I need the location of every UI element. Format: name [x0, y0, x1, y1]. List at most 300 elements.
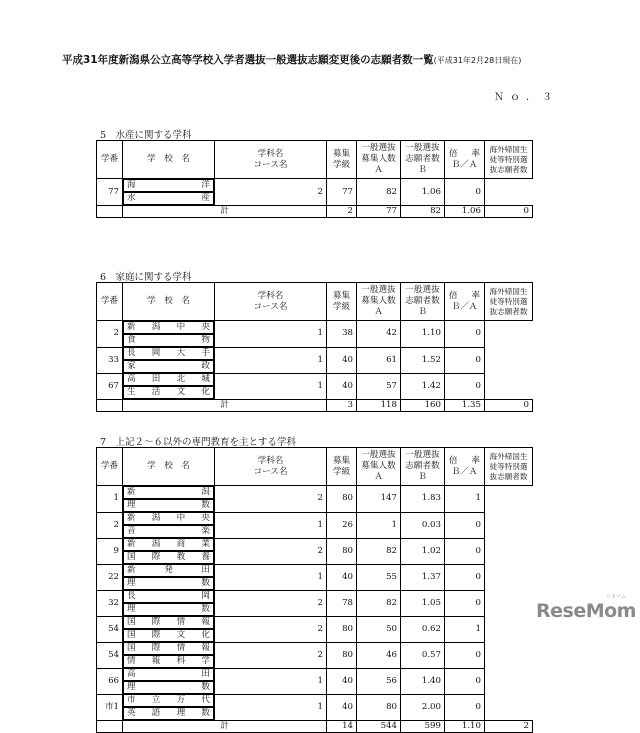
header-rate-top: [447, 291, 482, 302]
cell-rate: 1.10: [401, 321, 445, 348]
course-char: 水: [127, 193, 136, 203]
school-char: 市: [127, 695, 136, 705]
school-char: 手: [201, 348, 210, 358]
header-course: [215, 448, 327, 486]
header-line: 一般選抜: [405, 285, 440, 295]
header-classes: [327, 448, 357, 486]
total-rate: 1.06: [445, 206, 485, 218]
cell-no: 33: [97, 347, 123, 373]
header-line: 学科名: [257, 455, 284, 466]
cell-capacity: 80: [327, 486, 357, 513]
header-row: [97, 448, 533, 486]
cell-capacity: 26: [327, 512, 357, 538]
cell-school: [123, 564, 214, 577]
school-char: 商: [176, 539, 186, 549]
header-line: 抜志願者数: [489, 164, 528, 174]
school-char: 報: [201, 643, 210, 653]
header-line: Ｂ／Ａ: [451, 301, 478, 312]
header-line: 徒等特別選: [489, 296, 528, 306]
cell-applicants: 82: [357, 179, 401, 206]
total-capacity: 544: [357, 721, 401, 733]
header-capacity: [357, 141, 401, 179]
title-note: (平成31年2月28日現在): [433, 56, 522, 65]
header-rate-top: [447, 149, 482, 160]
course-char: 数: [201, 578, 210, 588]
header-line: 募集人数: [361, 461, 396, 471]
cell-course: [123, 192, 214, 205]
cell-foreign: 0: [445, 590, 485, 616]
table-row: [97, 321, 533, 348]
header-line: 募集: [332, 290, 351, 301]
course-char: 際: [151, 630, 161, 640]
table-row: [97, 668, 533, 694]
course-char: 食: [127, 335, 136, 345]
cell-rate: 1.42: [401, 373, 445, 400]
header-line: 一般選抜: [361, 143, 396, 153]
cell-rate: 0.57: [401, 642, 445, 668]
header-classes: [327, 141, 357, 179]
cell-school: [123, 347, 214, 360]
header-line: Ｂ／Ａ: [451, 466, 478, 477]
header-line: 抜志願者数: [489, 471, 528, 481]
cell-no: 67: [97, 373, 123, 400]
total-foreign: 0: [485, 400, 533, 412]
cell-course: [123, 551, 214, 564]
cell-no: 市1: [97, 694, 123, 721]
cell-no: 2: [97, 512, 123, 538]
course-char: 活: [151, 387, 161, 397]
school-char: 潟: [201, 487, 210, 497]
header-line: Ａ: [374, 472, 383, 482]
cell-applicants: 46: [357, 642, 401, 668]
cell-foreign: 1: [445, 616, 485, 642]
cell-capacity: 78: [327, 590, 357, 616]
school-char: 田: [201, 669, 210, 679]
cell-no: 2: [97, 321, 123, 348]
cell-applicants: 57: [357, 373, 401, 400]
cell-no: 54: [97, 642, 123, 668]
table-row: [97, 590, 533, 616]
header-rate-top: [447, 456, 482, 467]
header-line: 一般選抜: [361, 450, 396, 460]
cell-course: [123, 386, 214, 399]
total-classes: 14: [327, 721, 357, 733]
header-line: 倍: [449, 290, 458, 301]
cell-school: [123, 642, 214, 655]
header-line: 倍: [449, 148, 458, 159]
school-char: 高: [127, 374, 136, 384]
cell-capacity: 40: [327, 347, 357, 373]
school-char: 際: [151, 617, 161, 627]
header-row: [97, 283, 533, 321]
header-line: 一般選抜: [361, 285, 396, 295]
cell-course: [123, 334, 214, 347]
header-line: 学科名: [257, 290, 284, 301]
header-line: 募集人数: [361, 296, 396, 306]
header-rate: [445, 141, 485, 179]
header-course: [215, 141, 327, 179]
total-capacity: 77: [357, 206, 401, 218]
cell-classes: 1: [215, 668, 327, 694]
cell-course: [123, 655, 214, 668]
header-line: 学科名: [257, 148, 284, 159]
course-char: 政: [201, 361, 210, 371]
school-char: 長: [127, 591, 136, 601]
school-char: 業: [201, 539, 210, 549]
cell-course: [123, 629, 214, 642]
school-char: 万: [176, 695, 186, 705]
course-char: 情: [127, 656, 136, 666]
cell-course: [123, 603, 214, 616]
header-no: 学番: [97, 283, 123, 321]
course-char: 理: [127, 682, 136, 692]
course-char: 物: [201, 335, 210, 345]
header-line: Ｂ／Ａ: [451, 159, 478, 170]
cell-rate: 1.52: [401, 347, 445, 373]
school-char: 大: [176, 348, 186, 358]
course-char: 生: [127, 387, 136, 397]
course-char: 理: [127, 604, 136, 614]
cell-school: [123, 668, 214, 681]
cell-foreign: 0: [445, 179, 485, 206]
course-char: 数: [201, 708, 210, 718]
school-char: 新: [127, 513, 136, 523]
header-line: 率: [471, 290, 480, 301]
cell-applicants: 82: [357, 590, 401, 616]
school-char: 中: [176, 322, 186, 332]
cell-school: [123, 373, 214, 386]
school-char: 立: [151, 695, 161, 705]
cell-course: [123, 525, 214, 538]
header-line: 率: [471, 148, 480, 159]
cell-course: [123, 707, 214, 720]
school-char: 央: [201, 322, 210, 332]
total-row: [97, 400, 533, 412]
cell-capacity: 80: [327, 642, 357, 668]
total-capacity: 118: [357, 400, 401, 412]
cell-rate: 1.05: [401, 590, 445, 616]
cell-rate: 1.37: [401, 564, 445, 590]
cell-course: [123, 360, 214, 373]
cell-foreign: 0: [445, 694, 485, 721]
table-row: [97, 616, 533, 642]
header-applicants: [401, 283, 445, 321]
cell-rate: 1.40: [401, 668, 445, 694]
header-no: 学番: [97, 141, 123, 179]
header-line: 海外帰国生: [489, 451, 528, 461]
cell-foreign: 0: [445, 347, 485, 373]
course-char: 音: [127, 526, 136, 536]
header-line: コース名: [253, 466, 288, 477]
header-line: 募集: [332, 148, 351, 159]
cell-rate: 2.00: [401, 694, 445, 721]
header-school: 学 校 名: [123, 141, 215, 179]
header-classes: [327, 283, 357, 321]
total-label: 計: [123, 721, 327, 733]
data-table: [96, 447, 533, 733]
total-applicants: 599: [401, 721, 445, 733]
cell-classes: 2: [215, 179, 327, 206]
cell-school: [123, 321, 214, 334]
table-row: [97, 179, 533, 206]
total-label: 計: [123, 400, 327, 412]
header-line: Ｂ: [418, 472, 427, 482]
cell-course: [123, 681, 214, 694]
header-line: 一般選抜: [405, 143, 440, 153]
school-char: 報: [201, 617, 210, 627]
total-row: [97, 721, 533, 733]
cell-capacity: 38: [327, 321, 357, 348]
header-line: 徒等特別選: [489, 154, 528, 164]
course-char: 際: [151, 552, 161, 562]
section-heading: 6 家庭に関する学科: [100, 272, 192, 283]
section-heading: 7 上記２～６以外の専門教育を主とする学科: [100, 437, 297, 448]
course-char: 楽: [201, 526, 210, 536]
school-char: 発: [164, 565, 173, 575]
school-char: 新: [127, 539, 136, 549]
cell-classes: 1: [215, 512, 327, 538]
cell-applicants: 42: [357, 321, 401, 348]
cell-applicants: 147: [357, 486, 401, 513]
header-line: 志願者数: [405, 461, 440, 471]
header-line: 学級: [332, 301, 351, 312]
course-char: 数: [201, 604, 210, 614]
header-line: 学級: [332, 159, 351, 170]
school-char: 田: [201, 565, 210, 575]
course-char: 化: [201, 387, 210, 397]
header-line: 学級: [332, 466, 351, 477]
cell-applicants: 56: [357, 668, 401, 694]
header-school: 学 校 名: [123, 448, 215, 486]
course-char: 文: [176, 630, 186, 640]
header-line: 志願者数: [405, 154, 440, 164]
table-row: [97, 538, 533, 564]
header-course: [215, 283, 327, 321]
cell-no: 32: [97, 590, 123, 616]
cell-course: [123, 499, 214, 512]
total-foreign: 0: [485, 206, 533, 218]
table-row: [97, 512, 533, 538]
header-applicants: [401, 141, 445, 179]
resemom-logo-sub: リセマム: [606, 594, 626, 600]
cell-school: [123, 590, 214, 603]
cell-rate: 0.62: [401, 616, 445, 642]
cell-capacity: 40: [327, 373, 357, 400]
cell-no: [97, 721, 123, 733]
school-char: 潟: [151, 513, 161, 523]
cell-foreign: 1: [445, 486, 485, 513]
school-char: 際: [151, 643, 161, 653]
header-line: Ａ: [374, 165, 383, 175]
cell-applicants: 61: [357, 347, 401, 373]
course-char: 国: [127, 552, 136, 562]
school-char: 海: [127, 180, 136, 190]
page-number: Ｎｏ．３: [494, 92, 558, 103]
cell-rate: 1.02: [401, 538, 445, 564]
course-char: 数: [201, 682, 210, 692]
cell-foreign: 0: [445, 668, 485, 694]
header-line: Ａ: [374, 307, 383, 317]
page-title: 平成31年度新潟県公立高等学校入学者選抜一般選抜志願変更後の志願者数一覧(平成31年2月28日現在): [62, 54, 522, 66]
school-char: 潟: [151, 322, 161, 332]
course-char: 教: [176, 552, 186, 562]
header-capacity: [357, 448, 401, 486]
school-char: 北: [176, 374, 186, 384]
cell-classes: 1: [215, 564, 327, 590]
header-line: 海外帰国生: [489, 144, 528, 154]
cell-rate: 1.06: [401, 179, 445, 206]
cell-foreign: 0: [445, 642, 485, 668]
cell-capacity: 80: [327, 538, 357, 564]
table-row: [97, 347, 533, 373]
table-row: [97, 642, 533, 668]
cell-school: [123, 616, 214, 629]
header-line: 徒等特別選: [489, 461, 528, 471]
table-row: [97, 486, 533, 513]
course-char: 養: [201, 552, 210, 562]
school-char: 新: [127, 487, 136, 497]
header-school: 学 校 名: [123, 283, 215, 321]
cell-no: [97, 400, 123, 412]
course-char: 科: [176, 656, 186, 666]
total-classes: 3: [327, 400, 357, 412]
school-char: 代: [201, 695, 210, 705]
school-char: 新: [127, 322, 136, 332]
course-char: 産: [201, 193, 210, 203]
cell-applicants: 55: [357, 564, 401, 590]
cell-classes: 2: [215, 642, 327, 668]
total-row: [97, 206, 533, 218]
school-char: 国: [127, 643, 136, 653]
cell-rate: 0.03: [401, 512, 445, 538]
cell-applicants: 82: [357, 538, 401, 564]
cell-school: [123, 179, 214, 192]
cell-applicants: 1: [357, 512, 401, 538]
school-char: 洋: [201, 180, 210, 190]
course-char: 理: [127, 500, 136, 510]
course-char: 学: [201, 656, 210, 666]
table-row: [97, 694, 533, 721]
header-line: 海外帰国生: [489, 286, 528, 296]
header-line: 倍: [449, 455, 458, 466]
school-char: 田: [151, 374, 161, 384]
cell-foreign: 0: [445, 321, 485, 348]
course-char: 報: [151, 656, 161, 666]
school-char: 岡: [201, 591, 210, 601]
header-line: Ｂ: [418, 307, 427, 317]
course-char: 数: [201, 500, 210, 510]
course-char: 化: [201, 630, 210, 640]
cell-foreign: 0: [445, 564, 485, 590]
header-foreign: [485, 141, 533, 179]
total-applicants: 160: [401, 400, 445, 412]
cell-no: 9: [97, 538, 123, 564]
school-char: 新: [127, 565, 136, 575]
cell-capacity: 40: [327, 668, 357, 694]
cell-classes: 2: [215, 616, 327, 642]
cell-school: [123, 512, 214, 525]
course-char: 家: [127, 361, 136, 371]
cell-applicants: 80: [357, 694, 401, 721]
table-row: [97, 373, 533, 400]
school-char: 高: [127, 669, 136, 679]
cell-classes: 2: [215, 590, 327, 616]
header-foreign: [485, 448, 533, 486]
section-heading: 5 水産に関する学科: [100, 130, 192, 141]
school-char: 潟: [151, 539, 161, 549]
header-no: 学番: [97, 448, 123, 486]
course-char: 理: [176, 708, 186, 718]
course-char: 文: [176, 387, 186, 397]
cell-foreign: 0: [445, 538, 485, 564]
school-char: 城: [201, 374, 210, 384]
cell-classes: 1: [215, 347, 327, 373]
school-char: 央: [201, 513, 210, 523]
cell-rate: 1.83: [401, 486, 445, 513]
course-char: 語: [151, 708, 161, 718]
header-line: 募集人数: [361, 154, 396, 164]
cell-applicants: 50: [357, 616, 401, 642]
cell-classes: 2: [215, 486, 327, 513]
school-char: 情: [176, 617, 186, 627]
total-label: 計: [123, 206, 327, 218]
header-line: 志願者数: [405, 296, 440, 306]
cell-no: 22: [97, 564, 123, 590]
header-line: 一般選抜: [405, 450, 440, 460]
table-row: [97, 564, 533, 590]
header-capacity: [357, 283, 401, 321]
cell-no: [97, 206, 123, 218]
header-line: 抜志願者数: [489, 306, 528, 316]
cell-no: 1: [97, 486, 123, 513]
data-table: [96, 282, 533, 412]
resemom-logo: ReseMom: [536, 600, 636, 622]
header-rate: [445, 283, 485, 321]
data-table: [96, 140, 533, 218]
header-row: [97, 141, 533, 179]
school-char: 長: [127, 348, 136, 358]
total-rate: 1.35: [445, 400, 485, 412]
header-line: コース名: [253, 301, 288, 312]
total-applicants: 82: [401, 206, 445, 218]
course-char: 英: [127, 708, 136, 718]
header-line: 率: [471, 455, 480, 466]
header-line: Ｂ: [418, 165, 427, 175]
cell-capacity: 40: [327, 694, 357, 721]
total-rate: 1.10: [445, 721, 485, 733]
cell-school: [123, 694, 214, 707]
cell-course: [123, 577, 214, 590]
header-foreign: [485, 283, 533, 321]
course-char: 理: [127, 578, 136, 588]
cell-capacity: 77: [327, 179, 357, 206]
cell-capacity: 40: [327, 564, 357, 590]
cell-classes: 1: [215, 321, 327, 348]
cell-school: [123, 538, 214, 551]
cell-classes: 2: [215, 538, 327, 564]
school-char: 情: [176, 643, 186, 653]
cell-foreign: 0: [445, 512, 485, 538]
total-classes: 2: [327, 206, 357, 218]
cell-classes: 1: [215, 694, 327, 721]
total-foreign: 2: [485, 721, 533, 733]
cell-school: [123, 486, 214, 499]
school-char: 中: [176, 513, 186, 523]
header-line: 募集: [332, 455, 351, 466]
cell-foreign: 0: [445, 373, 485, 400]
header-applicants: [401, 448, 445, 486]
cell-no: 66: [97, 668, 123, 694]
